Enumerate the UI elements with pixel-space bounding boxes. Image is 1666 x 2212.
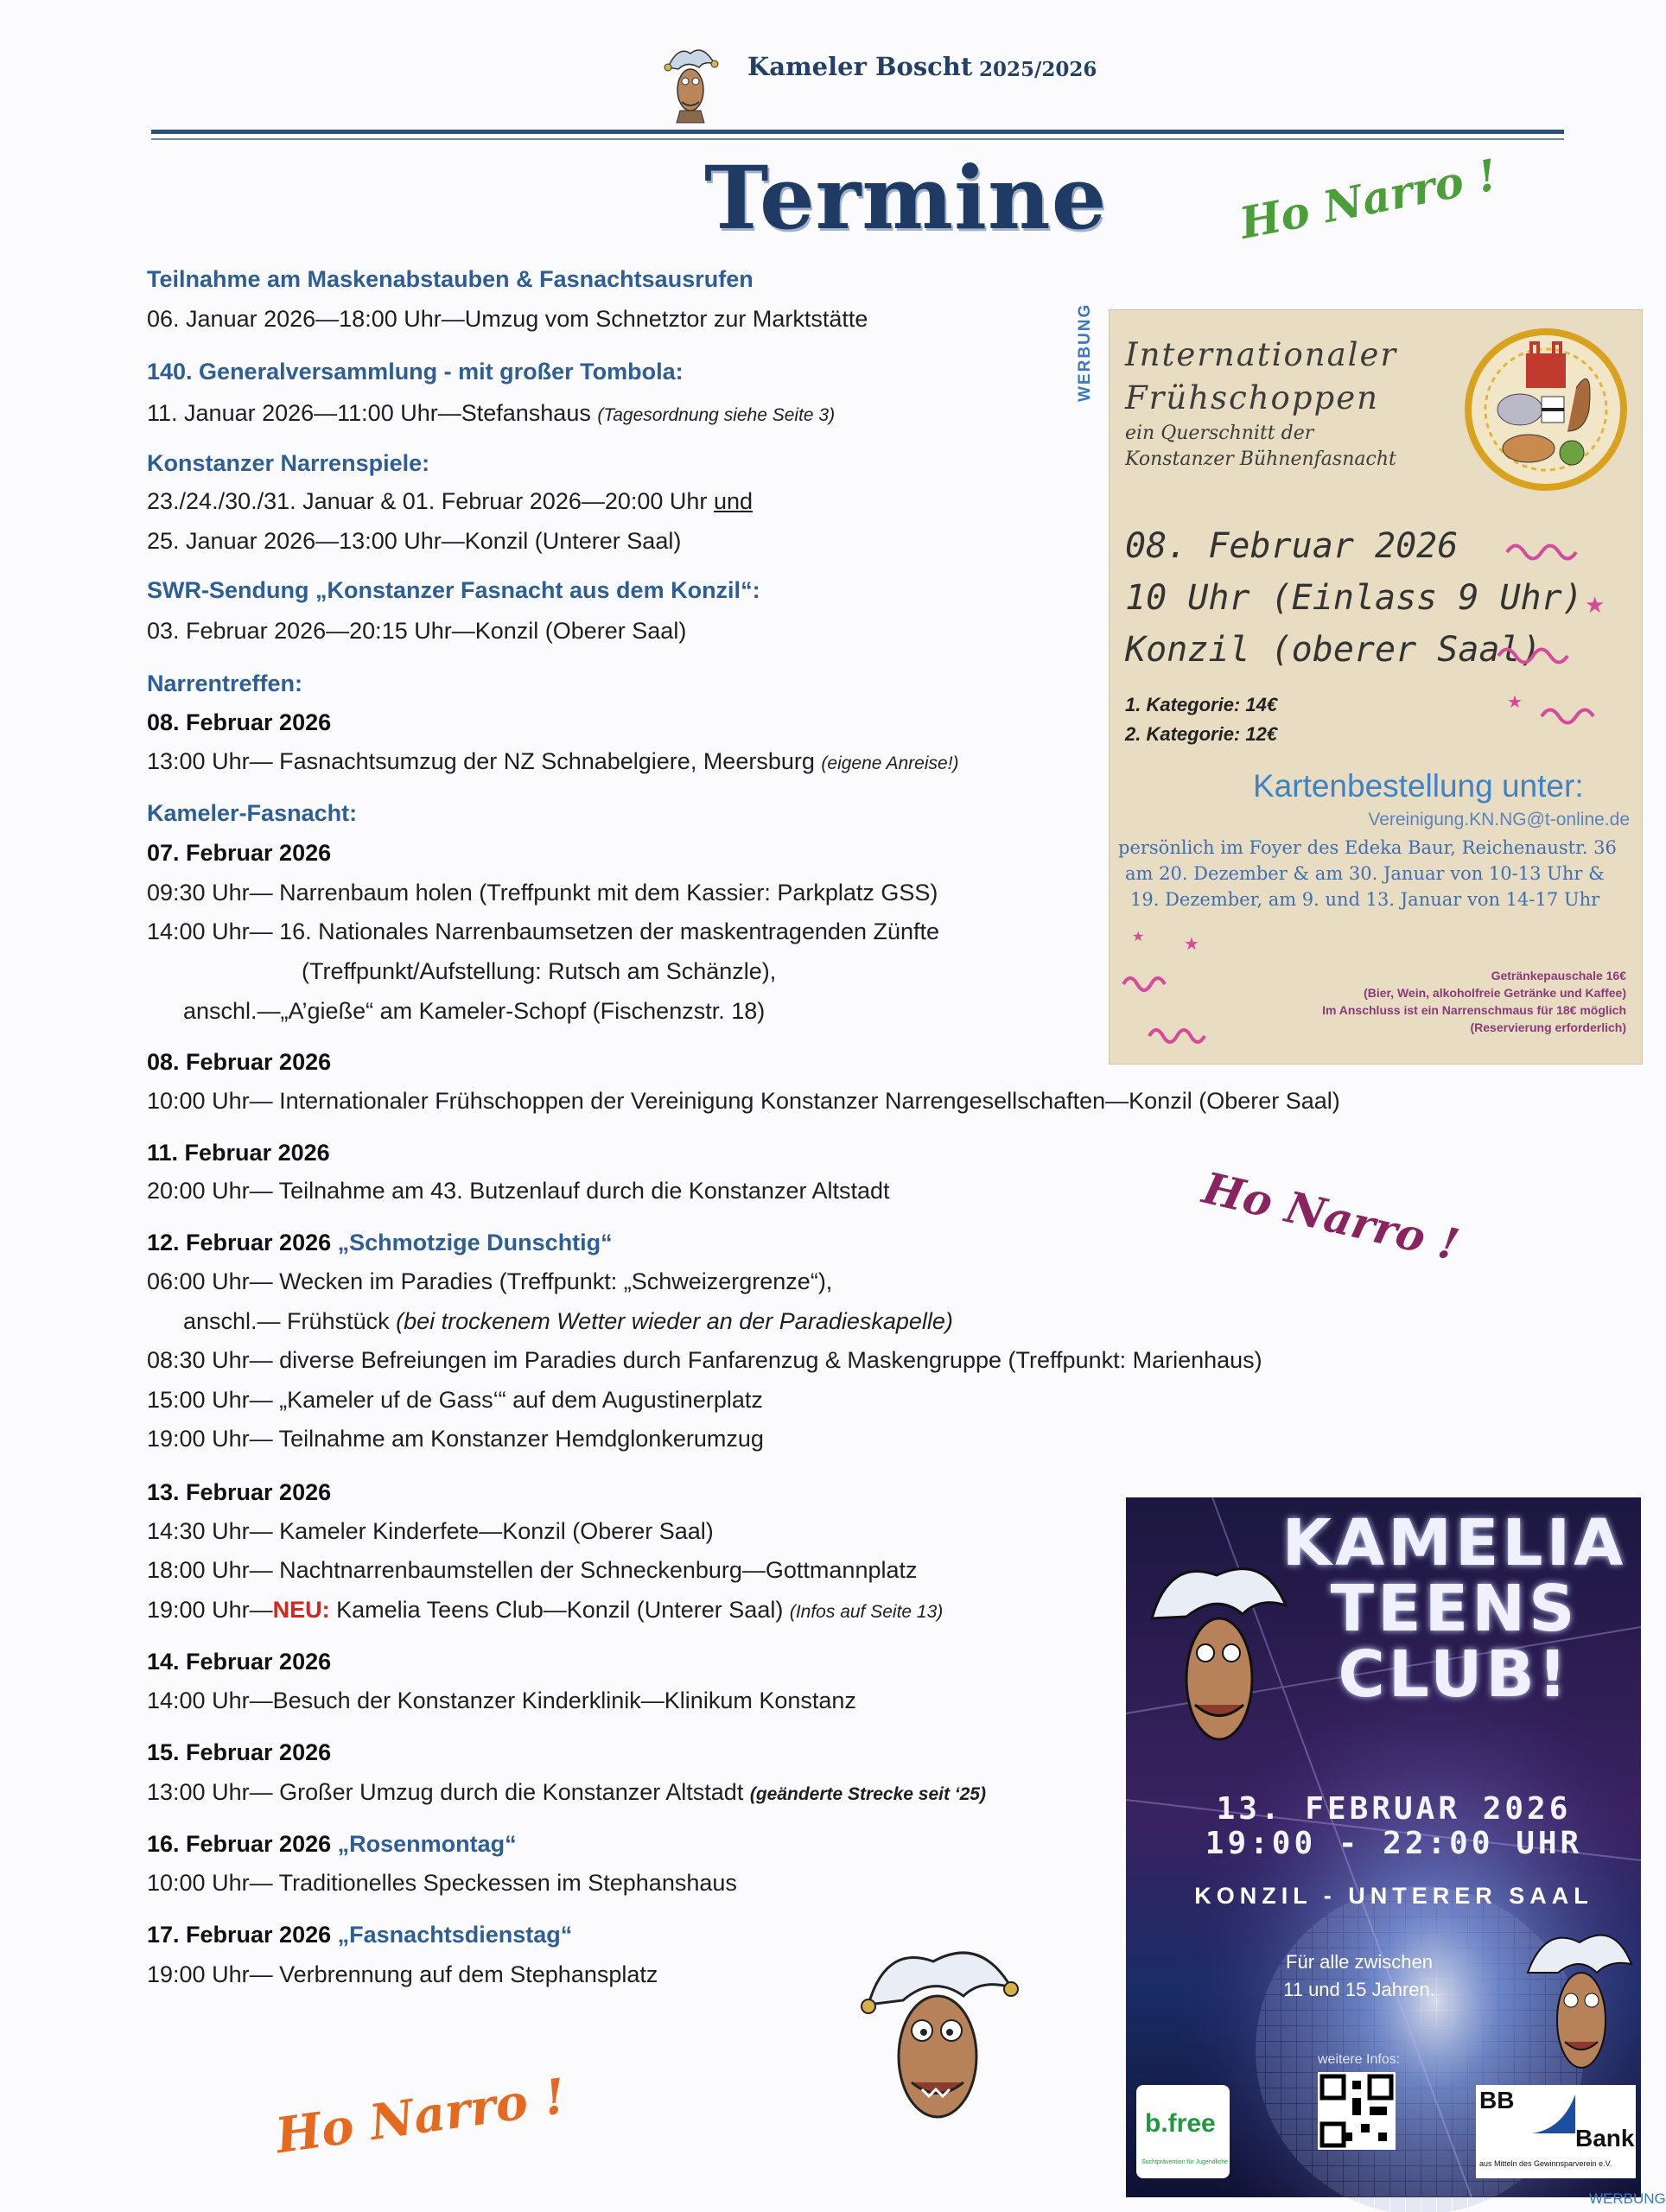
magazine-year: 2025/2026 [979,58,1097,81]
ad-info-line: 19. Dezember, am 9. und 13. Januar von 14-17 Uhr [1130,889,1600,910]
event-line: 10:00 Uhr— Internationaler Frühschoppen der Vereinigung Konstanzer Narrengesellschaften—Konzil (Oberer Saal) [147,1088,1340,1114]
event-line: 10:00 Uhr— Traditionelles Speckessen im Stephanshaus [147,1870,737,1896]
ad-title: Internationaler [1125,336,1398,373]
event-line: 20:00 Uhr— Teilnahme am 43. Butzenlauf durch die Konstanzer Altstadt [147,1178,890,1204]
advertising-label: WERBUNG [1076,302,1094,402]
event-line: 11. Januar 2026—11:00 Uhr—Stefanshaus (Tagesordnung siehe Seite 3) [147,400,836,426]
header-rule-thin [151,138,1564,140]
teens-club-ad [1126,1497,1641,2197]
event-line: 09:30 Uhr— Narrenbaum holen (Treffpunkt mit dem Kassier: Parkplatz GSS) [147,880,938,906]
event-line: 14:00 Uhr—Besuch der Konstanzer Kinderklinik—Klinikum Konstanz [147,1688,856,1713]
section-heading: 140. Generalversammlung - mit großer Tombola: [147,359,684,385]
event-date: 12. Februar 2026 „Schmotzige Dunschtig“ [147,1230,613,1255]
event-line: 14:30 Uhr— Kameler Kinderfete—Konzil (Oberer Saal) [147,1518,714,1544]
event-date: 13. Februar 2026 [147,1479,332,1505]
event-note: (Tagesordnung siehe Seite 3) [597,405,836,425]
teens-date: 13. FEBRUAR 2026 [1216,1791,1572,1827]
bank-swoosh-icon [1528,2090,1580,2139]
jester-camel-mascot-small [1523,1921,1636,2085]
teens-place: KONZIL - UNTERER SAAL [1194,1883,1593,1909]
section-heading: Kameler-Fasnacht: [147,800,358,826]
event-line: anschl.—„A’gieße“ am Kameler-Schopf (Fischenzstr. 18) [183,998,766,1024]
section-heading: Konstanzer Narrenspiele: [147,450,430,476]
more-info-label: weitere Infos: [1318,2052,1401,2067]
ad-drinks-note: (Bier, Wein, alkoholfreie Getränke und Kaffee) [1364,986,1626,1000]
teens-age: Für alle zwischen 11 und 15 Jahren. [1283,1951,1435,2000]
ad-date: 08. Februar 2026 [1125,526,1459,566]
jester-camel-mascot [851,1927,1024,2143]
event-date: 11. Februar 2026 [147,1140,330,1166]
ad-order-heading: Kartenbestellung unter: [1253,768,1584,804]
ad-drinks-note: (Reservierung erforderlich) [1470,1020,1626,1034]
qr-code-icon[interactable] [1318,2072,1396,2150]
event-line: 13:00 Uhr— Großer Umzug durch die Konstanzer Altstadt (geänderte Strecke seit ‘25) [147,1779,986,1805]
ad-info-line: persönlich im Foyer des Edeka Baur, Reichenaustr. 36 [1118,837,1617,858]
event-line: 03. Februar 2026—20:15 Uhr—Konzil (Oberer Saal) [147,618,687,644]
ad-info-line: am 20. Dezember & am 30. Januar von 10-13 Uhr & [1125,863,1605,884]
section-heading: Teilnahme am Maskenabstauben & Fasnachtsausrufen [147,266,754,292]
event-line: 06:00 Uhr— Wecken im Paradies (Treffpunkt: „Schweizergrenze“), [147,1268,833,1294]
jester-camel-logo [661,41,720,124]
event-note: (Infos auf Seite 13) [789,1602,944,1622]
ad-email[interactable]: Vereinigung.KN.NG@t-online.de [1368,810,1630,830]
ho-narro-green: Ho Narro ! [1236,149,1502,249]
ad-price: 2. Kategorie: 12€ [1125,723,1278,745]
event-line: 08:30 Uhr— diverse Befreiungen im Paradies durch Fanfarenzug & Maskengruppe (Treffpunkt: Marienhaus) [147,1347,1262,1373]
event-date: 15. Februar 2026 [147,1739,332,1765]
ad-place: Konzil (oberer Saal) [1125,630,1542,670]
event-date: 08. Februar 2026 [147,709,332,735]
ho-narro-purple: Ho Narro ! [1198,1162,1464,1271]
confetti-decoration [1490,526,1637,751]
ad-drinks-note: Im Anschluss ist ein Narrenschmaus für 18€ möglich [1322,1003,1626,1017]
event-line: (Treffpunkt/Aufstellung: Rutsch am Schänzle), [302,958,777,984]
jester-camel-mascot [1143,1549,1290,1774]
event-date: 14. Februar 2026 [147,1649,332,1675]
event-line: 13:00 Uhr— Fasnachtsumzug der NZ Schnabelgiere, Meersburg (eigene Anreise!) [147,748,959,774]
svg-text:★: ★ [1132,928,1145,944]
event-date: 08. Februar 2026 [147,1049,332,1075]
coat-of-arms-emblem [1464,327,1628,492]
event-line: anschl.— Frühstück (bei trockenem Wetter wieder an der Paradieskapelle) [183,1308,953,1334]
svg-text:★: ★ [1585,593,1606,619]
event-line: 25. Januar 2026—13:00 Uhr—Konzil (Unterer Saal) [147,528,682,554]
ho-narro-orange: Ho Narro ! [272,2068,569,2165]
svg-text:★: ★ [1184,933,1199,954]
ad-drinks-note: Getränkepauschale 16€ [1491,969,1626,982]
teens-time: 19:00 - 22:00 UHR [1205,1826,1583,1861]
fruehschoppen-ad [1109,309,1643,1065]
event-line: 18:00 Uhr— Nachtnarrenbaumstellen der Schneckenburg—Gottmannplatz [147,1557,918,1583]
event-line: 06. Januar 2026—18:00 Uhr—Umzug vom Schnetztor zur Marktstätte [147,306,868,332]
event-line: 15:00 Uhr— „Kameler uf de Gass‘“ auf dem Augustinerplatz [147,1387,763,1413]
page-title: Termine [704,147,1108,249]
ad-subtitle: Konstanzer Bühnenfasnacht [1125,448,1396,470]
bank-logo: BB Bank aus Mitteln des Gewinnsparverein e.V. [1476,2085,1636,2178]
header-rule [151,130,1564,134]
confetti-decoration [1115,915,1244,1062]
event-line: 23./24./30./31. Januar & 01. Februar 2026—20:00 Uhr und [147,488,753,514]
bfree-logo: b.free Suchtprävention für Jugendliche [1136,2085,1230,2178]
event-note: (geänderte Strecke seit ‘25) [749,1784,986,1804]
event-date: 07. Februar 2026 [147,840,332,866]
event-line: 19:00 Uhr— Teilnahme am Konstanzer Hemdglonkerumzug [147,1426,764,1452]
ad-subtitle: ein Querschnitt der [1125,423,1314,444]
new-badge: NEU: [272,1597,330,1623]
ad-price: 1. Kategorie: 14€ [1125,694,1278,715]
event-date: 16. Februar 2026 „Rosenmontag“ [147,1831,517,1857]
advertising-label: WERBUNG [1589,2190,1666,2207]
section-heading: Narrentreffen: [147,671,303,696]
event-line: 14:00 Uhr— 16. Nationales Narrenbaumsetzen der maskentragenden Zünfte [147,918,940,944]
event-line: 19:00 Uhr—NEU: Kamelia Teens Club—Konzil (Unterer Saal) (Infos auf Seite 13) [147,1597,944,1623]
event-line: 19:00 Uhr— Verbrennung auf dem Stephansplatz [147,1961,658,1987]
section-heading: SWR-Sendung „Konstanzer Fasnacht aus dem Konzil“: [147,577,760,603]
teens-club-title: KAMELIA TEENS CLUB! [1281,1506,1627,1712]
event-date: 17. Februar 2026 „Fasnachtsdienstag“ [147,1922,573,1948]
magazine-title: Kameler Boscht [747,52,973,81]
event-note: (eigene Anreise!) [821,753,959,773]
svg-text:★: ★ [1507,691,1523,712]
ad-time: 10 Uhr (Einlass 9 Uhr) [1125,578,1583,618]
ad-title: Frühschoppen [1125,379,1379,416]
